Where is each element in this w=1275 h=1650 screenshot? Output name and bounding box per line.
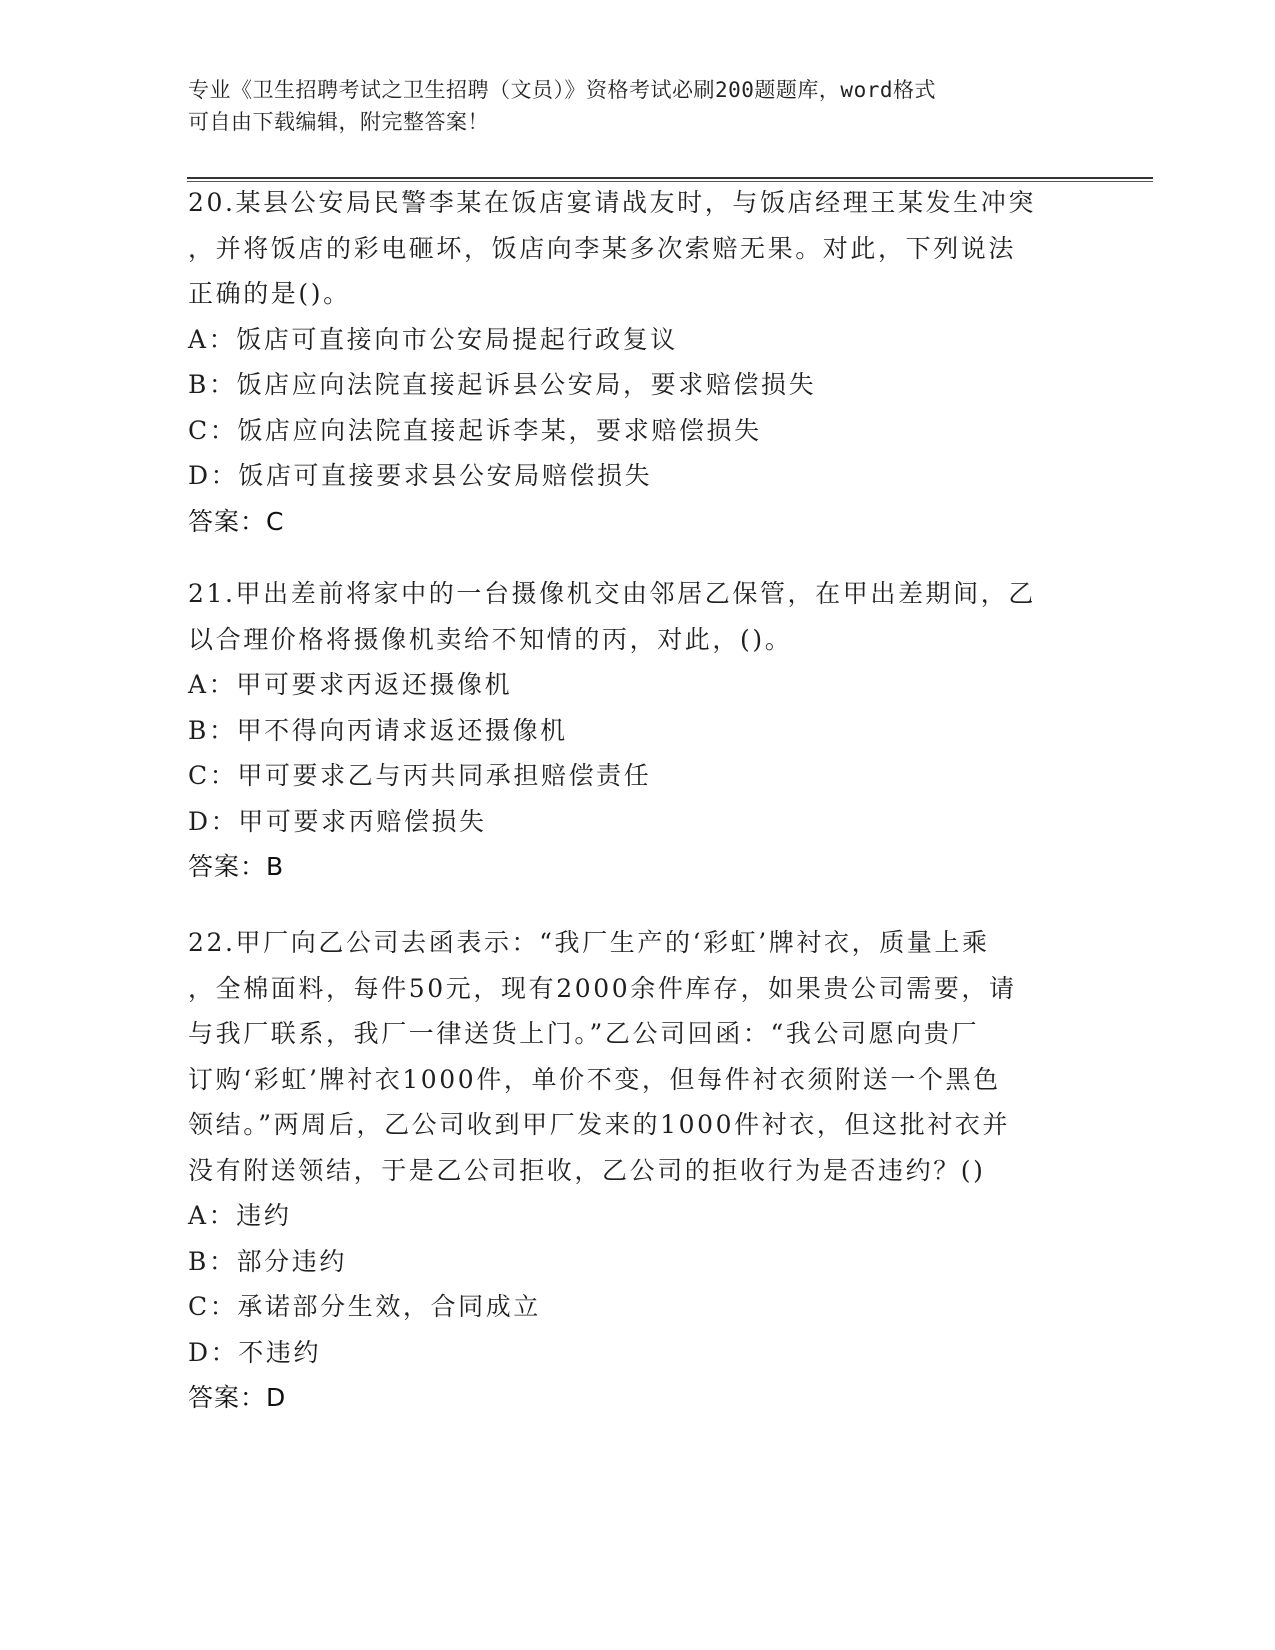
option-c: C：承诺部分生效，合同成立 [188, 1292, 541, 1321]
question-text-line: 与我厂联系，我厂一律送货上门。”乙公司回函：“我公司愿向贵厂 [188, 1019, 980, 1048]
option-d: D：甲可要求丙赔偿损失 [188, 806, 487, 836]
question-text-line: 21.甲出差前将家中的一台摄像机交由邻居乙保管，在甲出差期间，乙 [188, 579, 1036, 608]
question-22 [188, 920, 1078, 1421]
question-text-line: 没有附送领结，于是乙公司拒收，乙公司的拒收行为是否违约？() [188, 1155, 986, 1185]
option-c: C：甲可要求乙与丙共同承担赔偿责任 [188, 761, 652, 790]
question-text-line: 以合理价格将摄像机卖给不知情的丙，对此，()。 [188, 624, 793, 654]
question-20 [188, 180, 1078, 544]
question-text-line: 22.甲厂向乙公司去函表示：“我厂生产的‘彩虹’牌衬衣，质量上乘 [188, 928, 990, 957]
question-text-line: 订购‘彩虹’牌衬衣1000件，单价不变，但每件衬衣须附送一个黑色 [188, 1064, 1001, 1094]
option-a: A：违约 [188, 1201, 292, 1230]
header-line-1: 专业《卫生招聘考试之卫生招聘（文员）》资格考试必刷200题题库，word格式 [188, 78, 936, 102]
option-b: B：部分违约 [188, 1246, 347, 1276]
question-21 [188, 571, 1078, 890]
question-text-line: 领结。”两周后，乙公司收到甲厂发来的1000件衬衣，但这批衬衣并 [188, 1110, 1011, 1139]
option-b: B：饭店应向法院直接起诉县公安局，要求赔偿损失 [188, 370, 817, 399]
option-a: A：饭店可直接向市公安局提起行政复议 [188, 324, 678, 354]
option-d: D：不违约 [188, 1337, 322, 1367]
question-text-line: 20.某县公安局民警李某在饭店宴请战友时，与饭店经理王某发生冲突 [188, 188, 1036, 217]
question-text-line: ，并将饭店的彩电砸坏，饭店向李某多次索赔无果。对此，下列说法 [188, 233, 1017, 263]
option-d: D：饭店可直接要求县公安局赔偿损失 [188, 461, 653, 490]
header-divider-thick [187, 177, 1153, 179]
option-b: B：甲不得向丙请求返还摄像机 [188, 715, 568, 745]
answer-line: 答案：B [188, 852, 285, 881]
header-line-2: 可自由下载编辑，附完整答案！ [188, 110, 489, 134]
question-text-line: 正确的是()。 [188, 279, 351, 308]
option-c: C：饭店应向法院直接起诉李某，要求赔偿损失 [188, 415, 762, 445]
answer-line: 答案：C [188, 506, 285, 536]
document-header [188, 74, 1068, 138]
answer-line: 答案：D [188, 1383, 287, 1412]
option-a: A：甲可要求丙返还摄像机 [188, 670, 513, 699]
question-text-line: ，全棉面料，每件50元，现有2000余件库存，如果贵公司需要，请 [188, 973, 1017, 1003]
